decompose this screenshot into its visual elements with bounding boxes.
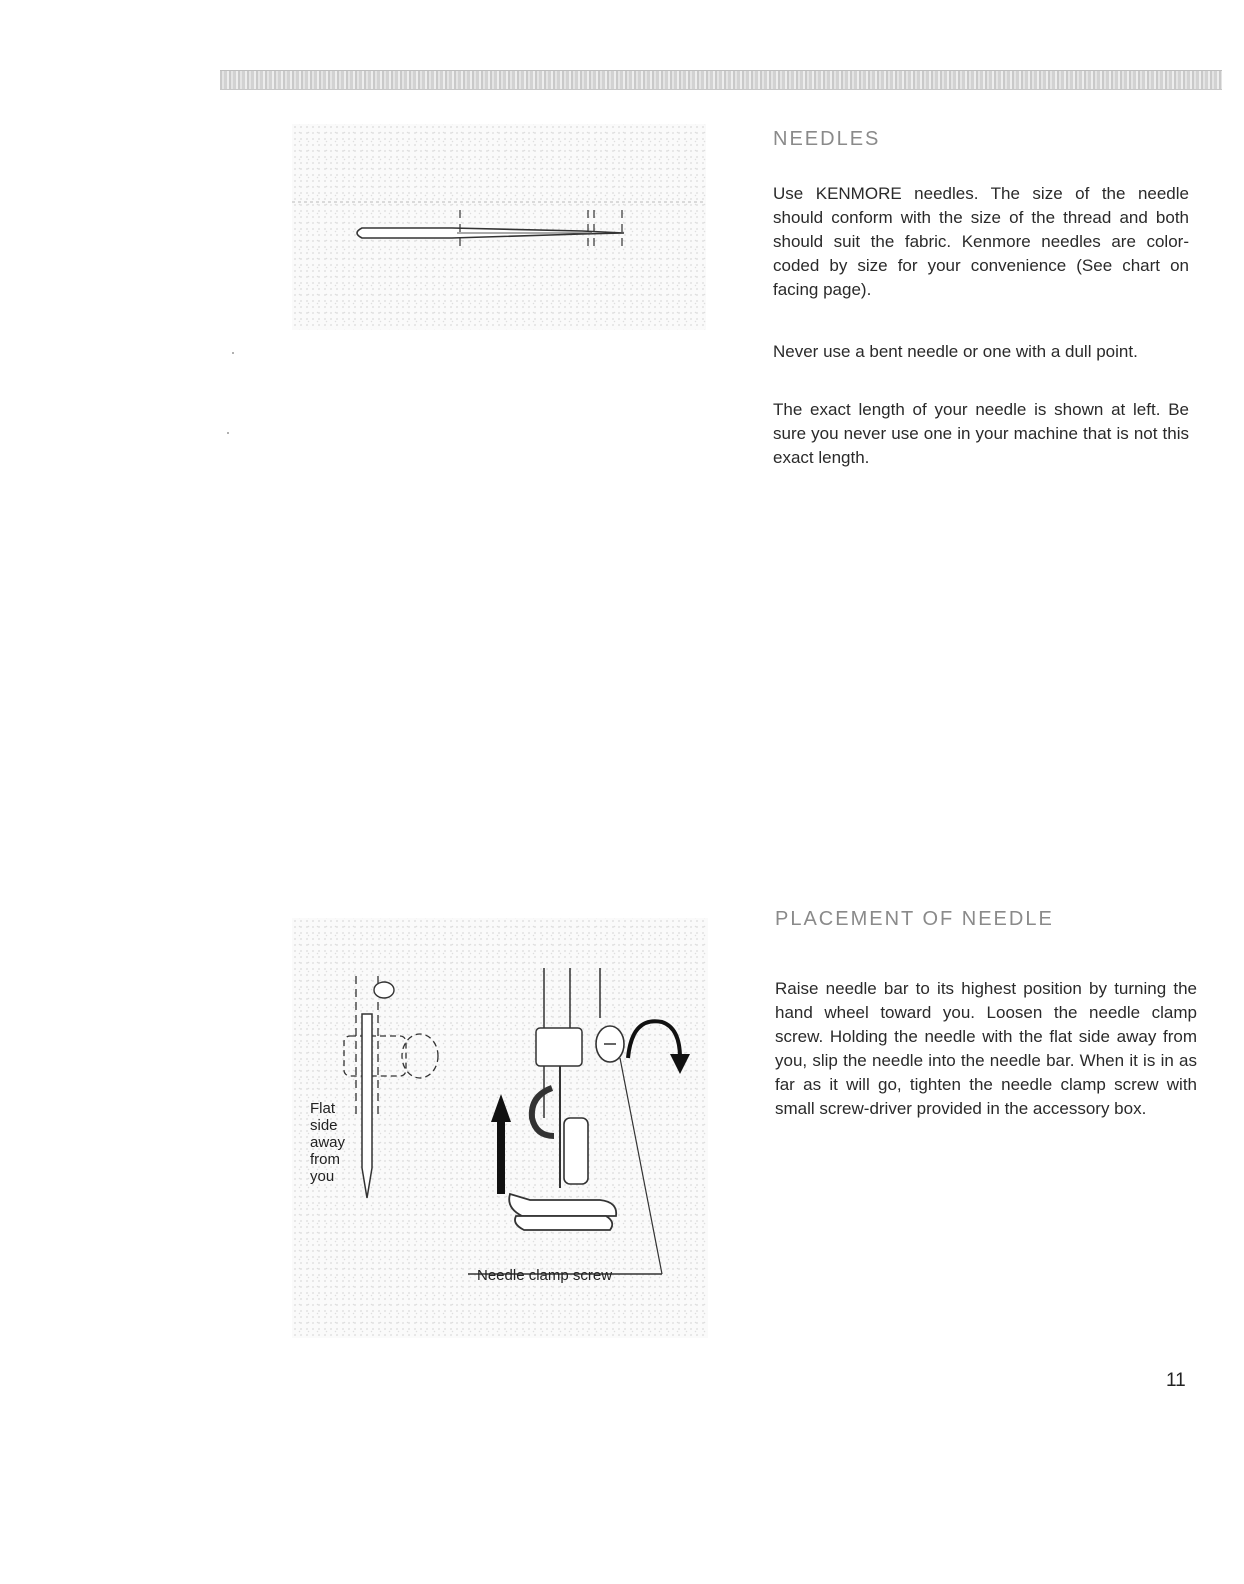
flat-side-word: Flat xyxy=(310,1100,336,1117)
needles-paragraph-3: The exact length of your needle is shown at left. Be sure you never use one in your machine that is not this exact length. xyxy=(773,400,1189,467)
flat-side-word: from xyxy=(310,1151,340,1168)
needles-paragraph-1: Use KENMORE needles. The size of the needle should conform with the size of the thread and both should suit the fabric. Kenmore needles are color-coded by size for your convenience (See chart on facing page). xyxy=(773,184,1189,299)
scan-speck xyxy=(227,432,229,434)
flat-side-word: you xyxy=(310,1168,335,1185)
needle-length-figure xyxy=(292,124,706,330)
needle-drawing xyxy=(292,124,706,330)
page-number: 11 xyxy=(1166,1370,1186,1391)
flat-side-word: away xyxy=(310,1134,346,1151)
placement-paragraph: Raise needle bar to its highest position by turning the hand wheel toward you. Loosen the needle clamp screw. Holding the needle with the flat side away from you, slip the needle into the needle bar. When it is in as far as it will go, tighten the needle clamp screw with small screw-driver provided in the accessory box. xyxy=(775,979,1197,1118)
scan-speck xyxy=(232,352,234,354)
placement-heading: PLACEMENT OF NEEDLE xyxy=(775,908,1054,930)
header-band xyxy=(220,70,1222,90)
flat-side-word: side xyxy=(310,1117,338,1134)
flat-side-label xyxy=(310,1100,362,1185)
needles-paragraph-2: Never use a bent needle or one with a dull point. xyxy=(773,342,1138,361)
needle-clamp-screw-label: Needle clamp screw xyxy=(477,1267,613,1284)
needles-heading: NEEDLES xyxy=(773,128,881,150)
